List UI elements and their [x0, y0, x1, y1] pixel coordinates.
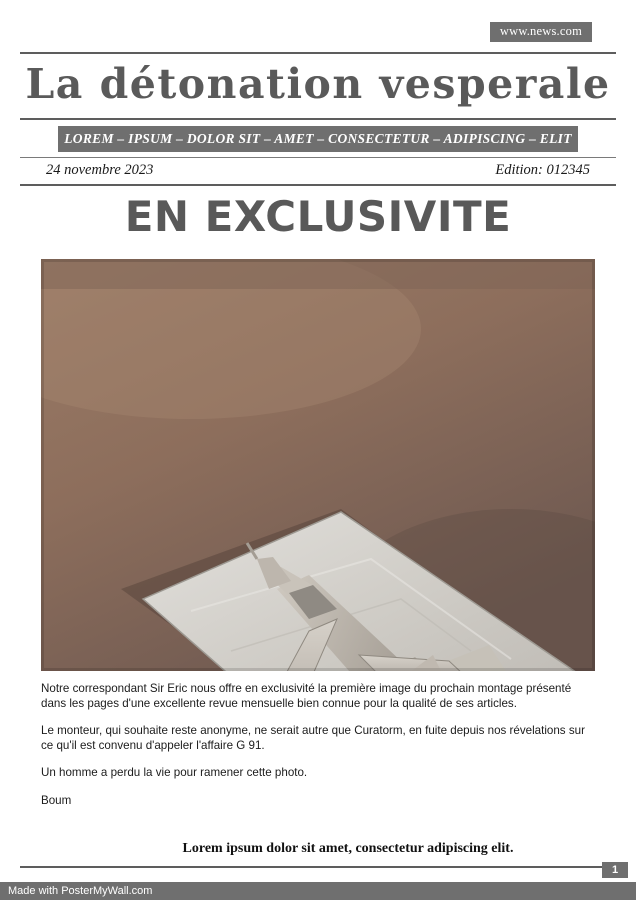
issue-date: 24 novembre 2023 — [46, 162, 154, 178]
masthead-title: La détonation vesperale — [25, 60, 611, 108]
masthead-divider-bottom — [20, 118, 616, 120]
article-paragraph-1: Notre correspondant Sir Eric nous offre en exclusivité la première image du prochain montage présenté dans les pages d'une excellente revue mensuelle bien connue pour la qualité de ses articles. — [41, 682, 572, 710]
page-number-badge: 1 — [602, 862, 628, 878]
dateline-divider-bottom — [20, 184, 616, 186]
article-photo — [41, 259, 595, 671]
issue-edition: Edition: 012345 — [495, 162, 590, 178]
article-paragraph-3: Un homme a perdu la vie pour ramener cette photo. — [41, 766, 308, 779]
subtitle-band: LOREM – IPSUM – DOLOR SIT – AMET – CONSECTETUR – ADIPISCING – ELIT — [58, 126, 578, 152]
credit-text: Made with PosterMyWall.com — [8, 885, 153, 897]
page-headline: EN EXCLUSIVITE — [124, 192, 512, 241]
credit-bar — [0, 882, 636, 900]
masthead-divider-top — [20, 52, 616, 54]
dateline — [46, 162, 590, 182]
footer-divider — [20, 866, 616, 868]
footer-quote: Lorem ipsum dolor sit amet, consectetur adipiscing elit. — [182, 841, 514, 856]
top-bar — [0, 22, 636, 42]
dateline-divider-top — [20, 157, 616, 158]
site-url-badge: www.news.com — [490, 22, 592, 42]
photo-illustration — [41, 259, 595, 671]
article-body — [41, 682, 595, 821]
article-paragraph-2: Le monteur, qui souhaite reste anonyme, ne serait autre que Curatorm, en fuite depuis nos révelations sur ce qu'il est convenu d'appeler l'affaire G 91. — [41, 724, 585, 752]
article-paragraph-4: Boum — [41, 793, 72, 807]
